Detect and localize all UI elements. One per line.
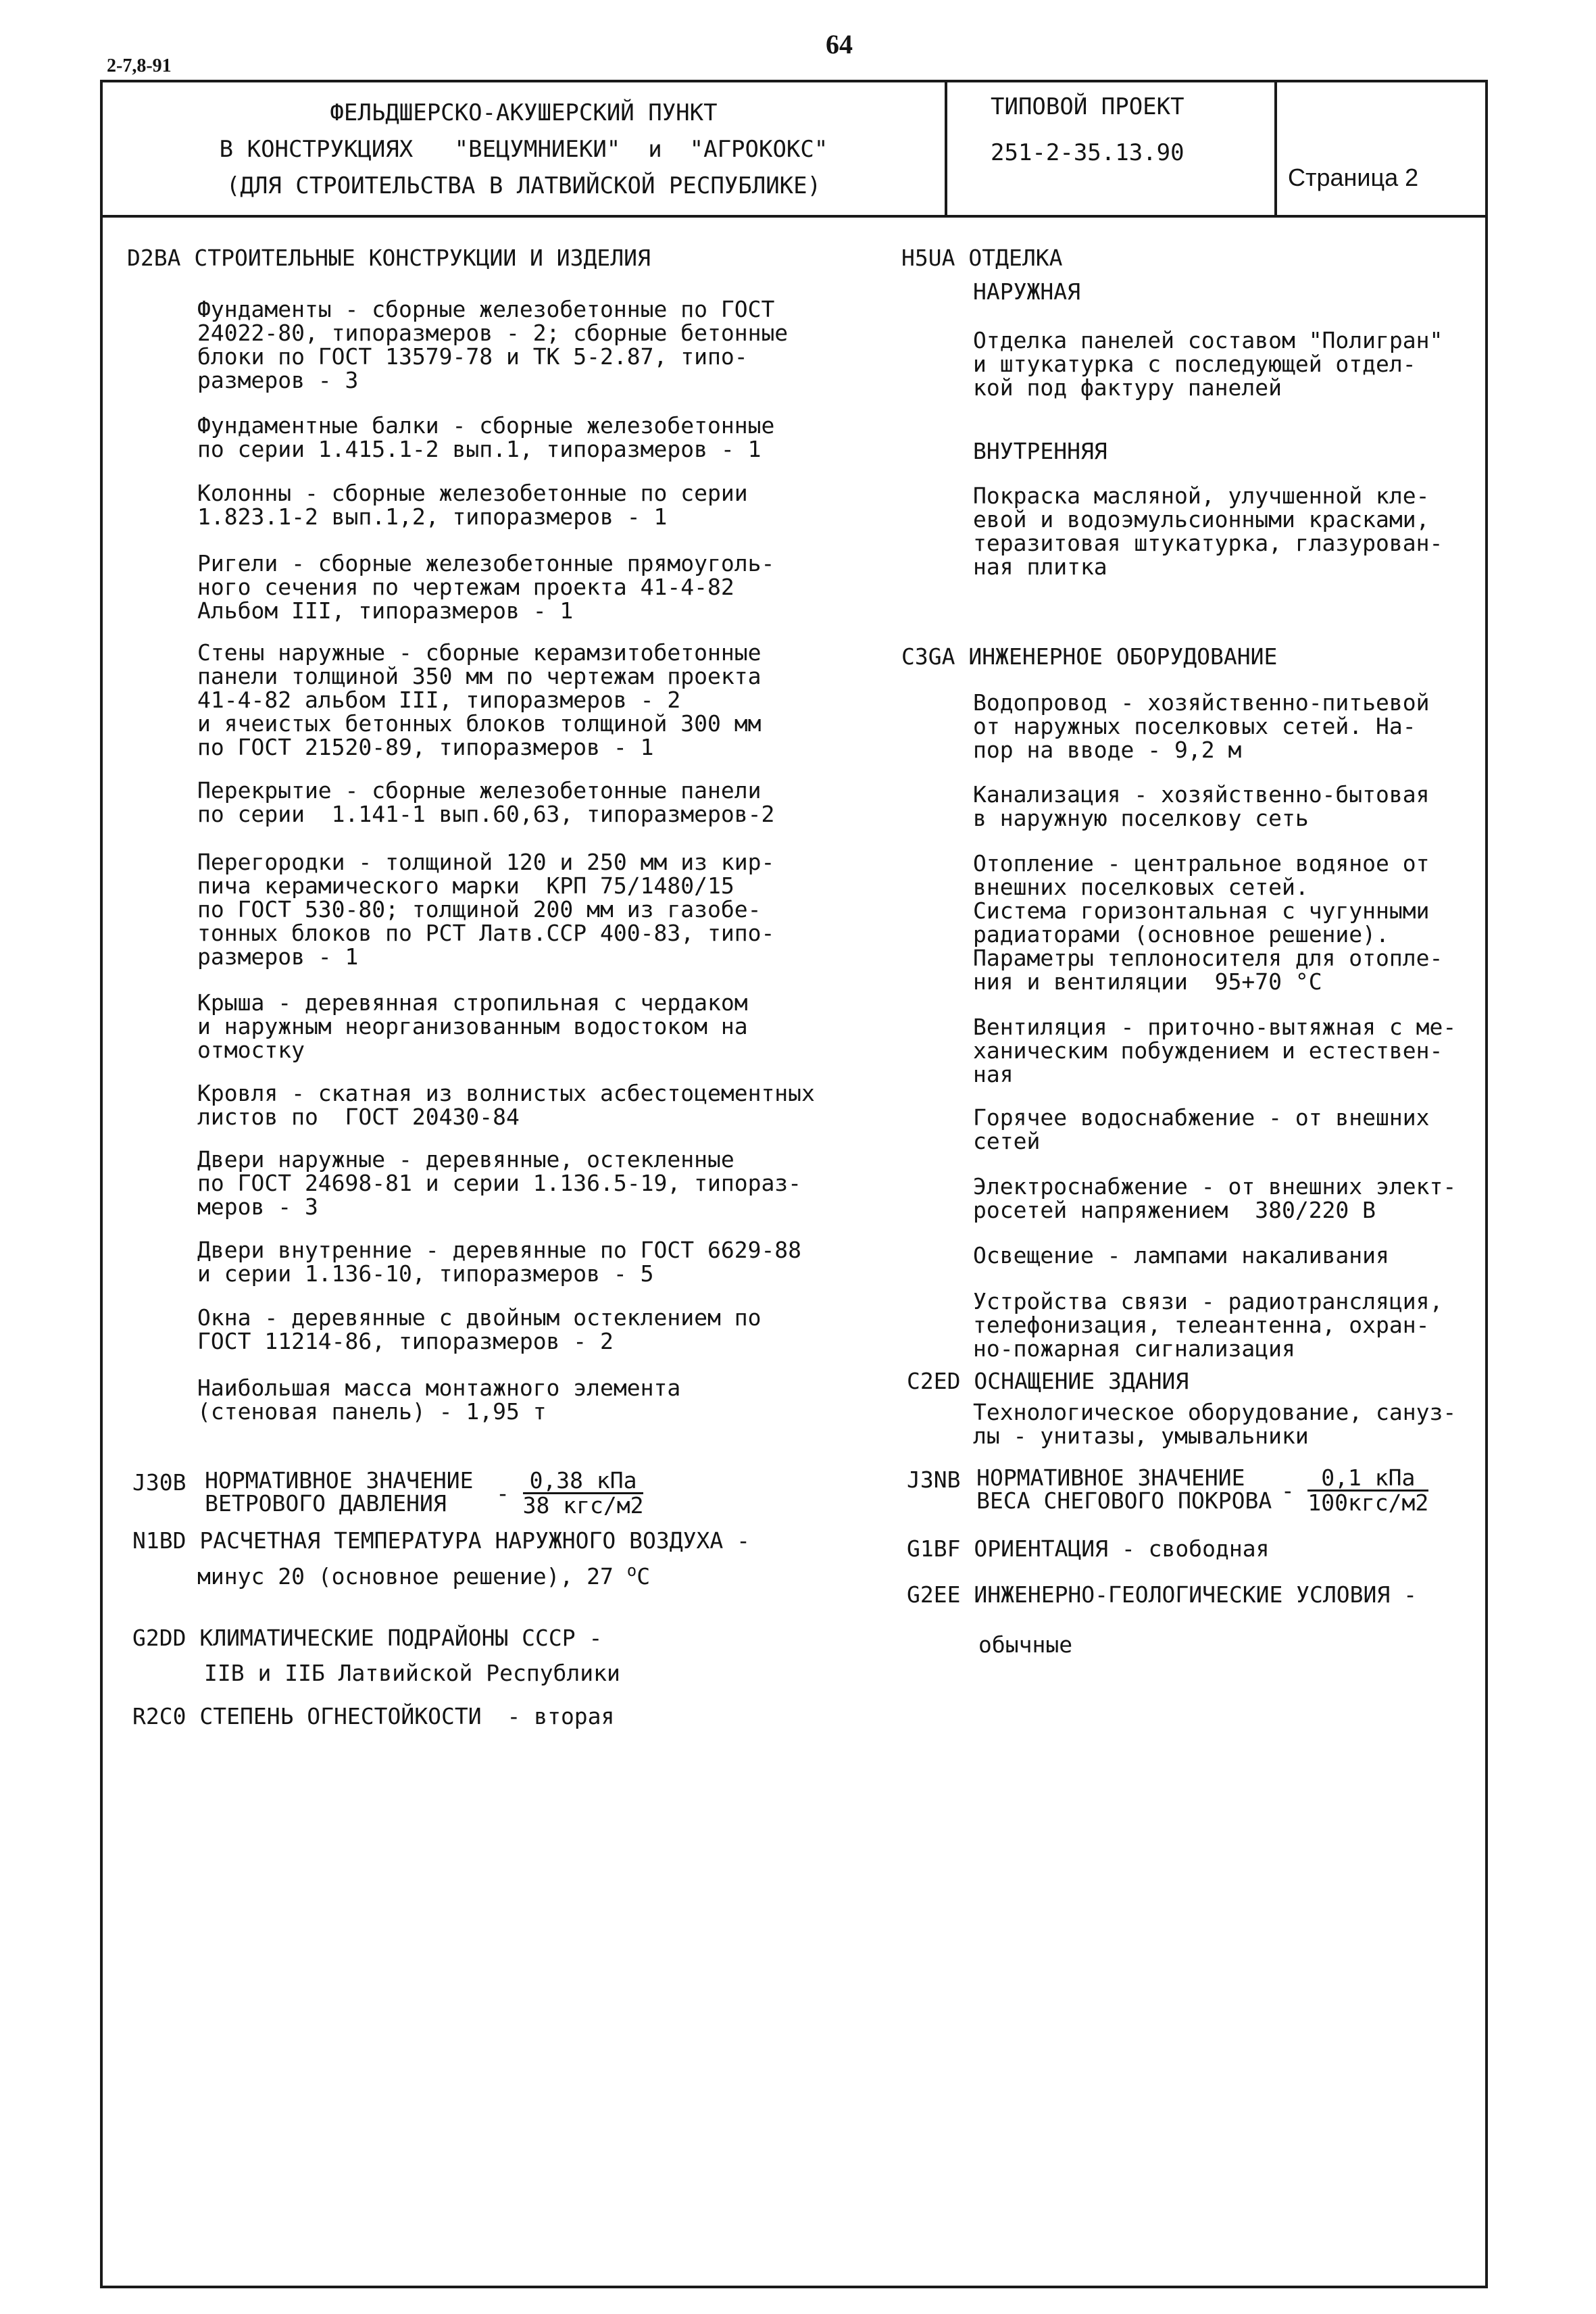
header-column-divider — [945, 80, 947, 216]
title-line: (ДЛЯ СТРОИТЕЛЬСТВА В ЛАТВИЙСКОЙ РЕСПУБЛИКЕ) — [226, 172, 822, 199]
fire-resistance-title: СТЕПЕНЬ ОГНЕСТОЙКОСТИ — [199, 1703, 482, 1729]
spec-item-roofing: Кровля - скатная из волнистых асбестоцементных листов по ГОСТ 20430-84 — [197, 1080, 815, 1130]
wind-title-line: ВЕТРОВОГО ДАВЛЕНИЯ — [205, 1490, 447, 1517]
temperature-title: РАСЧЕТНАЯ ТЕМПЕРАТУРА НАРУЖНОГО ВОЗДУХА - — [199, 1527, 750, 1554]
section-code: D2BA — [127, 245, 181, 271]
outdoor-temperature-heading — [132, 1527, 750, 1554]
spec-item-partitions: Перегородки - толщиной 120 и 250 мм из кир- пича керамического марки КРП 75/1480/15 по ГОСТ 530-80; толщиной 200 мм из газобе- тонных блоков по РСТ Латв.ССР 400-83, типо- размеров - 1 — [197, 849, 775, 970]
climate-title: КЛИМАТИЧЕСКИЕ ПОДРАЙОНЫ СССР - — [199, 1625, 603, 1651]
section-title: СТРОИТЕЛЬНЫЕ КОНСТРУКЦИИ И ИЗДЕЛИЯ — [194, 245, 651, 271]
wind-pressure-value: $\frac{\text{0,38 кПа}}{\text{38 кгс/м2}}$ — [522, 1467, 644, 1519]
project-label: ТИПОВОЙ ПРОЕКТ — [991, 93, 1184, 120]
spec-item-max-mass: Наибольшая масса монтажного элемента (стеновая панель) - 1,95 т — [197, 1375, 681, 1425]
document-title — [105, 95, 943, 204]
spec-item-girders: Ригели - сборные железобетонные прямоуголь- ного сечения по чертежам проекта 41-4-82 Альбом III, типоразмеров - 1 — [197, 550, 775, 624]
orientation-title: ОРИЕНТАЦИЯ — [974, 1535, 1109, 1562]
geology-title: ИНЖЕНЕРНО-ГЕОЛОГИЧЕСКИЕ УСЛОВИЯ - — [974, 1581, 1417, 1608]
header-divider — [100, 215, 1488, 218]
degree-mark: о — [626, 1561, 637, 1580]
spec-item-roof: Крыша - деревянная стропильная с чердаком и наружным неорганизованным водостоком на отмостку — [197, 989, 748, 1063]
engineering-item-communications: Устройства связи - радиотрансляция, телефонизация, телеантенна, охран- но-пожарная сигнализация — [973, 1288, 1443, 1362]
section-code: G2EE — [907, 1581, 961, 1608]
section-code: R2C0 — [132, 1703, 186, 1729]
dash: - — [496, 1480, 509, 1506]
temperature-unit: С — [637, 1563, 651, 1590]
engineering-item-lighting: Освещение - лампами накаливания — [973, 1242, 1389, 1269]
section-heading-engineering — [901, 643, 1277, 670]
snow-title-line: ВЕСА СНЕГОВОГО ПОКРОВА — [976, 1487, 1272, 1514]
section-code: J3NB — [907, 1467, 961, 1493]
outdoor-temperature-value: минус 20 (основное решение), 27 $^о$С — [197, 1561, 651, 1590]
snow-title-line: НОРМАТИВНОЕ ЗНАЧЕНИЕ — [976, 1464, 1245, 1491]
dash: - — [1280, 1477, 1295, 1504]
document-reference: 2-7,8-91 — [107, 55, 172, 76]
geology-heading — [907, 1581, 1417, 1608]
spec-item-floors: Перекрытие - сборные железобетонные панели по серии 1.141-1 вып.60,63, типоразмеров-2 — [197, 777, 775, 827]
spec-item-outer-walls: Стены наружные - сборные керамзитобетонные панели толщиной 350 мм по чертежам проекта 41-4-82 альбом III, типоразмеров - 2 и ячеистых бетонных блоков толщиной 300 мм по ГОСТ 21520-89, типоразмеров - 1 — [197, 639, 762, 760]
section-code: J30B — [132, 1469, 186, 1496]
page-label: Страница 2 — [1288, 164, 1419, 191]
section-code: H5UA — [901, 245, 955, 271]
fire-resistance-value: - вторая — [507, 1703, 615, 1729]
engineering-item-hot-water: Горячее водоснабжение - от внешних сетей — [973, 1104, 1430, 1154]
spec-item-foundations: Фундаменты - сборные железобетонные по ГОСТ 24022-80, типоразмеров - 2; сборные бетонные блоки по ГОСТ 13579-78 и ТК 5-2.87, типо- размеров - 3 — [197, 296, 789, 393]
engineering-item-power: Электроснабжение - от внешних элект- росетей напряжением 380/220 В — [973, 1173, 1457, 1223]
subheading-exterior: НАРУЖНАЯ — [973, 278, 1080, 305]
page-number: 64 — [826, 29, 853, 59]
geology-value: обычные — [978, 1631, 1073, 1658]
wind-pressure-block — [132, 1469, 643, 1517]
spec-item-foundation-beams: Фундаментные балки - сборные железобетонные по серии 1.415.1-2 вып.1, типоразмеров - 1 — [197, 412, 775, 462]
engineering-item-sewer: Канализация - хозяйственно-бытовая в наружную поселкову сеть — [973, 781, 1430, 831]
project-code: 251-2-35.13.90 — [991, 139, 1184, 166]
section-code: N1BD — [132, 1527, 186, 1554]
equipment-text: Технологическое оборудование, сануз- лы - унитазы, умывальники — [973, 1399, 1457, 1449]
engineering-item-heating: Отопление - центральное водяное от внешних поселковых сетей. Система горизонтальная с чугунными радиаторами (основное решение). Параметры теплоносителя для отопле- ния и вентиляции 95+70 °С — [973, 850, 1443, 995]
section-title: ОСНАЩЕНИЕ ЗДАНИЯ — [974, 1368, 1189, 1394]
section-code: G1BF — [907, 1535, 961, 1562]
snow-load-block — [907, 1464, 1429, 1516]
engineering-item-water: Водопровод - хозяйственно-питьевой от наружных поселковых сетей. На- пор на вводе - 9,2 м — [973, 689, 1430, 763]
interior-finish-text: Покраска масляной, улучшенной кле- евой и водоэмульсионными красками, теразитовая штукатурка, глазурован- ная плитка — [973, 483, 1443, 580]
subheading-interior: ВНУТРЕННЯЯ — [973, 438, 1107, 464]
engineering-item-ventilation: Вентиляция - приточно-вытяжная с ме- ханическим побуждением и естествен- ная — [973, 1014, 1457, 1087]
snow-load-value: $\frac{\text{0,1 кПа}}{\text{100кгс/м2}}$ — [1307, 1464, 1429, 1516]
section-heading-structures — [127, 245, 651, 271]
fire-resistance-heading — [132, 1703, 614, 1729]
section-code: C3GA — [901, 643, 955, 670]
spec-item-outer-doors: Двери наружные - деревянные, остекленные по ГОСТ 24698-81 и серии 1.136.5-19, типораз- меров - 3 — [197, 1146, 802, 1220]
title-line: ФЕЛЬДШЕРСКО-АКУШЕРСКИЙ ПУНКТ — [330, 99, 718, 126]
section-code: C2ED — [907, 1368, 961, 1394]
spec-item-columns: Колонны - сборные железобетонные по серии 1.823.1-2 вып.1,2, типоразмеров - 1 — [197, 480, 748, 530]
spec-item-inner-doors: Двери внутренние - деревянные по ГОСТ 6629-88 и серии 1.136-10, типоразмеров - 5 — [197, 1237, 802, 1287]
section-title: ИНЖЕНЕРНОЕ ОБОРУДОВАНИЕ — [968, 643, 1278, 670]
orientation-value: - свободная — [1121, 1535, 1270, 1562]
orientation-line — [907, 1535, 1269, 1562]
spec-item-windows: Окна - деревянные с двойным остеклением по ГОСТ 11214-86, типоразмеров - 2 — [197, 1304, 762, 1354]
header-column-divider — [1274, 80, 1277, 216]
exterior-finish-text: Отделка панелей составом "Полигран" и штукатурка с последующей отдел- кой под фактуру панелей — [973, 327, 1443, 401]
section-heading-equipment — [907, 1368, 1189, 1394]
section-code: G2DD — [132, 1625, 186, 1651]
title-line: В КОНСТРУКЦИЯХ "ВЕЦУМНИЕКИ" и "АГРОКОКС" — [219, 136, 828, 163]
climate-subregion-value: IIВ и IIБ Латвийской Республики — [204, 1660, 620, 1686]
section-title: ОТДЕЛКА — [968, 245, 1063, 271]
wind-title-line: НОРМАТИВНОЕ ЗНАЧЕНИЕ — [205, 1467, 474, 1494]
climate-subregion-heading — [132, 1625, 602, 1651]
section-heading-finishing — [901, 245, 1062, 271]
